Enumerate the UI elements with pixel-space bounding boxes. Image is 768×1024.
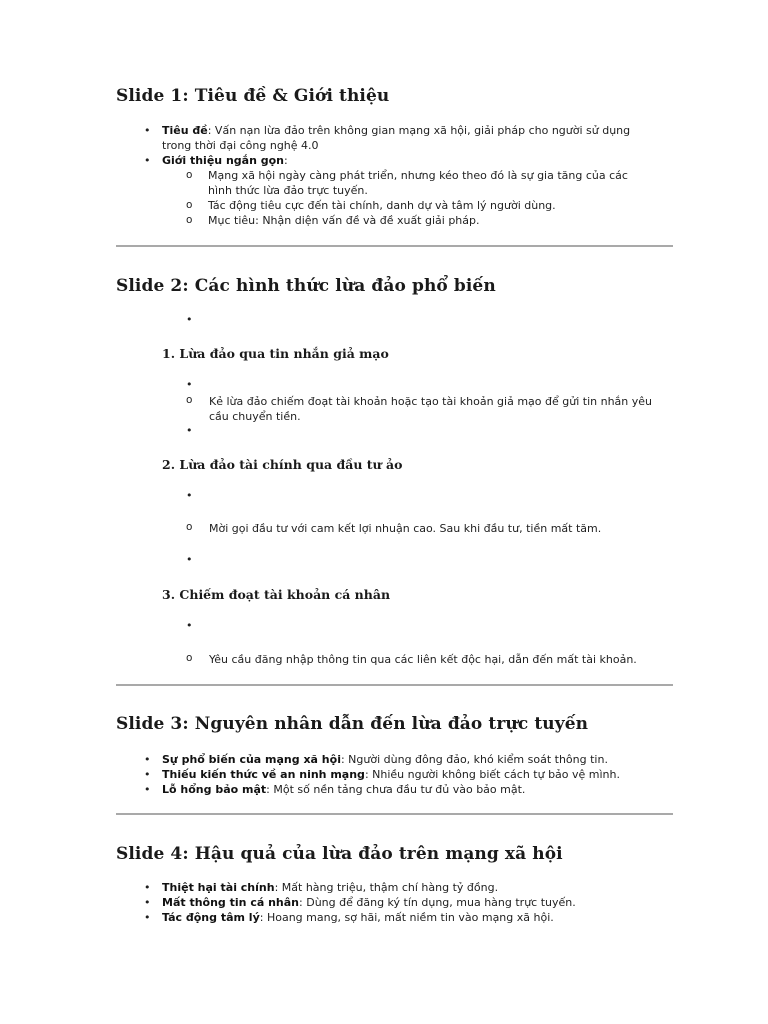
section-2-heading: 2. Lừa đảo tài chính qua đầu tư ảo: [162, 457, 403, 472]
sub-list-item: [116, 198, 636, 213]
sub-item-text: Mục tiêu: Nhận diện vấn đề và đề xuất giải pháp.: [208, 214, 480, 227]
item-label: Lỗ hổng bảo mật: [162, 783, 267, 796]
horizontal-rule: [116, 245, 673, 247]
item-text: : Nhiều người không biết cách tự bảo vệ mình.: [364, 768, 620, 781]
list-item: [116, 782, 656, 797]
section-3-heading: 3. Chiếm đoạt tài khoản cá nhân: [162, 587, 391, 602]
slide-2-heading: Slide 2: Các hình thức lừa đảo phổ biến: [116, 276, 496, 296]
empty-bullet: •: [186, 378, 193, 391]
horizontal-rule: [116, 684, 673, 686]
slide-4-list: [116, 880, 656, 925]
bullet-marker: •: [144, 124, 151, 137]
slide-1-heading: Slide 1: Tiêu đề & Giới thiệu: [116, 86, 390, 106]
sub-item-text: Tác động tiêu cực đến tài chính, danh dự và tâm lý người dùng.: [208, 199, 556, 212]
bullet-marker: •: [144, 154, 151, 167]
bullet-marker: •: [144, 881, 151, 894]
list-item: [116, 910, 656, 925]
item-label: Tiêu đề: [162, 124, 208, 137]
item-text: : Mất hàng triệu, thậm chí hàng tỷ đồng.: [274, 881, 499, 894]
slide-3-list: [116, 752, 656, 797]
circle-marker: o: [186, 521, 193, 533]
bullet-marker: •: [144, 753, 151, 766]
item-label: Giới thiệu ngắn gọn: [162, 154, 284, 167]
empty-bullet: •: [186, 313, 193, 326]
circle-marker: o: [186, 199, 193, 211]
sub-list-item: [116, 168, 636, 198]
sub-list-item: [116, 213, 636, 228]
list-item: [116, 880, 656, 895]
bullet-marker: •: [144, 783, 151, 796]
slide-4-heading: Slide 4: Hậu quả của lừa đảo trên mạng xã hội: [116, 844, 563, 864]
section-3-text: Yêu cầu đăng nhập thông tin qua các liên kết độc hại, dẫn đến mất tài khoản.: [209, 653, 637, 666]
section-1-text: Kẻ lừa đảo chiếm đoạt tài khoản hoặc tạo tài khoản giả mạo để gửi tin nhắn yêu cầu chuyển tiền.: [209, 395, 653, 423]
empty-bullet: •: [186, 553, 193, 566]
section-1-heading: 1. Lừa đảo qua tin nhắn giả mạo: [162, 346, 389, 361]
list-item: [116, 767, 656, 782]
list-item: [116, 153, 636, 168]
list-item: [116, 752, 656, 767]
item-text: : Một số nền tảng chưa đầu tư đủ vào bảo mật.: [266, 783, 526, 796]
item-text: : Hoang mang, sợ hãi, mất niềm tin vào mạng xã hội.: [259, 911, 554, 924]
bullet-marker: •: [144, 911, 151, 924]
circle-marker: o: [186, 652, 193, 664]
item-text: : Người dùng đông đảo, khó kiểm soát thông tin.: [340, 753, 608, 766]
item-label: Thiệt hại tài chính: [162, 881, 275, 894]
list-item: [116, 123, 636, 153]
slide-1-list: [116, 123, 636, 228]
horizontal-rule: [116, 813, 673, 815]
slide-3-heading: Slide 3: Nguyên nhân dẫn đến lừa đảo trực tuyến: [116, 714, 589, 734]
item-text: : Dùng để đăng ký tín dụng, mua hàng trực tuyến.: [299, 896, 576, 909]
list-item: [116, 895, 656, 910]
bullet-marker: •: [144, 896, 151, 909]
item-label: Mất thông tin cá nhân: [162, 896, 300, 909]
empty-bullet: •: [186, 489, 193, 502]
sub-item-text: Mạng xã hội ngày càng phát triển, nhưng kéo theo đó là sự gia tăng của các hình thức lừa đảo trực tuyến.: [208, 169, 628, 197]
empty-bullet: •: [186, 424, 193, 437]
item-label: Thiếu kiến thức về an ninh mạng: [162, 768, 365, 781]
item-label: Tác động tâm lý: [162, 911, 260, 924]
section-2-text: Mời gọi đầu tư với cam kết lợi nhuận cao. Sau khi đầu tư, tiền mất tăm.: [209, 522, 602, 535]
circle-marker: o: [186, 394, 193, 406]
circle-marker: o: [186, 214, 193, 226]
item-label: Sự phổ biến của mạng xã hội: [162, 753, 341, 766]
empty-bullet: •: [186, 619, 193, 632]
bullet-marker: •: [144, 768, 151, 781]
item-text: :: [284, 154, 288, 167]
circle-marker: o: [186, 169, 193, 181]
item-text: : Vấn nạn lừa đảo trên không gian mạng xã hội, giải pháp cho người sử dụng trong thời đại công nghệ 4.0: [162, 124, 631, 152]
